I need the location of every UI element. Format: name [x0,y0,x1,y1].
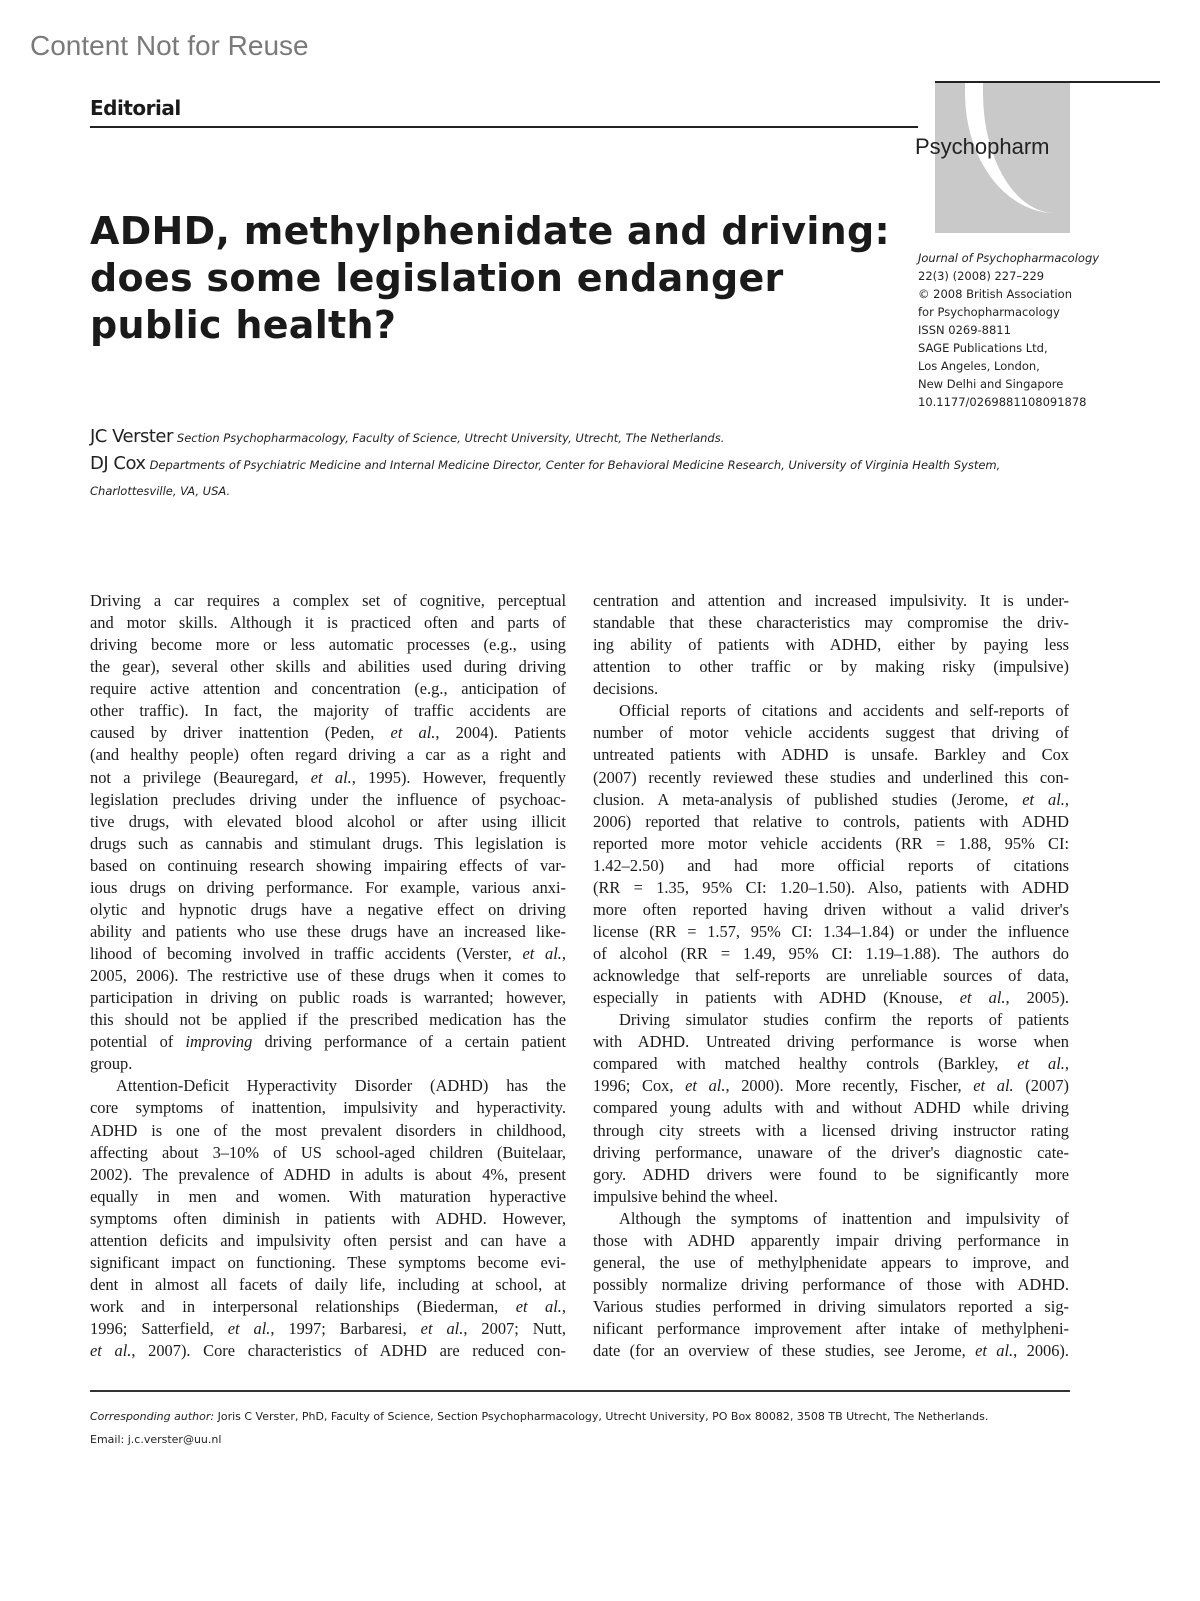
corresponding-text: Joris C Verster, PhD, Faculty of Science, Section Psychopharmacology, Utrecht University, PO Box 80082, 3508 TB Utrecht, The Netherlands. [217,1410,989,1423]
body-line: work and in interpersonal relationships (Biederman, et al., [90,1297,566,1316]
body-line: legislation precludes driving under the influence of psychoac- [90,789,566,809]
body-line: ing ability of patients with ADHD, either by paying less [593,635,1069,655]
body-line: 2006) reported that relative to controls, patients with ADHD [593,811,1069,831]
body-line: possibly normalize driving performance of those with ADHD. [593,1274,1069,1294]
journal-issue: 22(3) (2008) 227–229 [918,269,1045,283]
section-label: Editorial [90,96,181,120]
copyright: © 2008 British Association [918,287,1073,301]
body-line: driving performance, unaware of the driver's diagnostic cate- [593,1142,1069,1162]
body-line: caused by driver inattention (Peden, et al., 2004). Patients [90,723,566,743]
body-line: compared with matched healthy controls (Barkley, et al., [593,1054,1069,1074]
body-line: 1996; Satterfield, et al., 1997; Barbaresi, et al., 2007; Nutt, [90,1319,566,1339]
body-line: participation in driving on public roads is warranted; however, [90,988,566,1008]
body-line: decisions. [593,679,659,699]
body-line: olytic and hypnotic drugs have a negative effect on driving [90,899,566,919]
body-line: nificant performance improvement after intake of methylpheni- [593,1319,1069,1339]
journal-info [918,249,1099,411]
journal-name: Journal of Psychopharmacology [918,251,1100,265]
footnote [90,1405,988,1451]
body-line: Driving simulator studies confirm the reports of patients [619,1010,1069,1030]
body-line: group. [90,1054,133,1074]
body-line: 2002). The prevalence of ADHD in adults is about 4%, present [90,1164,566,1184]
body-line: tive drugs, with elevated blood alcohol or after using illicit [90,811,566,831]
title-line: does some legislation endanger [90,256,784,300]
logo-text: Psychopharm [915,134,1050,159]
body-column-left [90,590,566,1362]
body-line: reported more motor vehicle accidents (RR = 1.88, 95% CI: [593,833,1069,853]
body-line: other traffic). In fact, the majority of traffic accidents are [90,701,566,721]
body-line: drugs such as cannabis and stimulant drugs. This legislation is [90,833,566,853]
author-name: DJ Cox [90,453,146,474]
publisher: SAGE Publications Ltd, [918,341,1048,355]
author-1 [90,426,724,447]
body-line: 2005, 2006). The restrictive use of these drugs when it comes to [90,966,566,986]
body-line: ADHD is one of the most prevalent disorders in childhood, [90,1120,566,1140]
body-line: license (RR = 1.57, 95% CI: 1.34–1.84) or under the influence [593,921,1069,941]
doi: 10.1177/0269881108091878 [918,395,1087,409]
body-line: especially in patients with ADHD (Knouse, et al., 2005). [593,988,1069,1008]
body-line: attention deficits and impulsivity often persist and can have a [90,1230,566,1250]
footer-rule [90,1390,1070,1392]
body-line: the gear), several other skills and abilities used during driving [90,657,566,677]
corresponding-label: Corresponding author: [90,1410,215,1423]
body-line: standable that these characteristics may compromise the driv- [593,613,1069,633]
body-line: et al., 2007). Core characteristics of ADHD are reduced con- [90,1341,566,1361]
body-line: acknowledge that self-reports are unreliable sources of data, [593,966,1069,986]
publisher-cities-2: New Delhi and Singapore [918,377,1064,391]
body-line: compared young adults with and without ADHD while driving [593,1098,1069,1118]
body-line: Official reports of citations and accidents and self-reports of [619,701,1069,721]
body-line: core symptoms of inattention, impulsivity and hyperactivity. [90,1098,566,1118]
body-line: not a privilege (Beauregard, et al., 1995). However, frequently [90,767,566,787]
body-line: dent in almost all facets of daily life, including at school, at [90,1274,566,1294]
body-line: potential of improving driving performance of a certain patient [90,1032,567,1052]
body-line: of alcohol (RR = 1.49, 95% CI: 1.19–1.88). The authors do [593,944,1069,963]
body-line: 1.42–2.50) and had more official reports of citations [593,855,1069,875]
body-line: general, the use of methylphenidate appears to improve, and [593,1252,1069,1272]
body-line: driving become more or less automatic processes (e.g., using [90,635,566,655]
body-line: this should not be applied if the prescribed medication has the [90,1010,566,1030]
body-line: number of motor vehicle accidents suggest that driving of [593,723,1069,743]
body-line: (2007) recently reviewed these studies and underlined this con- [593,767,1069,787]
body-line: require active attention and concentration (e.g., anticipation of [90,679,566,699]
body-line: with ADHD. Untreated driving performance is worse when [593,1032,1069,1052]
body-line: based on continuing research showing impairing effects of var- [90,855,566,875]
title-line: ADHD, methylphenidate and driving: [90,209,890,253]
body-line: attention to other traffic or by making risky (impulsive) [593,657,1069,677]
body-line: date (for an overview of these studies, see Jerome, et al., 2006). [593,1341,1069,1361]
author-2 [90,453,1000,474]
body-line: Various studies performed in driving simulators reported a sig- [593,1297,1069,1316]
body-line: significant impact on functioning. These symptoms become evi- [90,1252,566,1272]
body-column-right [593,590,1069,1362]
body-line: symptoms often diminish in patients with ADHD. However, [90,1208,566,1228]
author-affiliation: Departments of Psychiatric Medicine and Internal Medicine Director, Center for Behavioral Medicine Research, University of Virginia Health System, [149,458,1001,472]
body-line: lihood of becoming involved in traffic accidents (Verster, et al., [90,944,566,963]
author-name: JC Verster [90,426,173,447]
body-line: centration and attention and increased impulsivity. It is under- [593,591,1069,610]
body-line: gory. ADHD drivers were found to be significantly more [593,1164,1069,1184]
body-line: untreated patients with ADHD is unsafe. Barkley and Cox [593,745,1069,765]
body-line: (RR = 1.35, 95% CI: 1.20–1.50). Also, patients with ADHD [593,877,1069,897]
body-line: and motor skills. Although it is practiced often and parts of [90,613,566,633]
body-line: those with ADHD apparently impair driving performance in [593,1230,1069,1250]
body-line: 1996; Cox, et al., 2000). More recently, Fischer, et al. (2007) [593,1076,1070,1096]
body-line: ability and patients who use these drugs have an increased like- [90,921,566,941]
author-affiliation: Section Psychopharmacology, Faculty of Science, Utrecht University, Utrecht, The Netherlands. [176,431,725,445]
body-line: impulsive behind the wheel. [593,1186,778,1206]
author-2-affiliation-cont: Charlottesville, VA, USA. [90,484,231,498]
body-line: Attention-Deficit Hyperactivity Disorder (ADHD) has the [116,1076,566,1096]
body-line: affecting about 3–10% of US school-aged children (Buitelaar, [90,1142,566,1162]
body-line: ious drugs on driving performance. For example, various anxi- [90,877,566,897]
watermark: Content Not for Reuse [30,30,309,61]
body-line: equally in men and women. With maturation hyperactive [90,1186,566,1206]
title-line: public health? [90,303,397,347]
article-title [90,208,890,349]
header-rule [90,126,918,128]
publisher-cities: Los Angeles, London, [918,359,1040,373]
body-line: (and healthy people) often regard driving a car as a right and [90,745,566,765]
email: Email: j.c.verster@uu.nl [90,1433,222,1446]
body-line: through city streets with a licensed driving instructor rating [593,1120,1069,1140]
body-line: clusion. A meta-analysis of published studies (Jerome, et al., [593,789,1069,809]
body-line: Driving a car requires a complex set of cognitive, perceptual [90,591,566,610]
body-line: Although the symptoms of inattention and impulsivity of [619,1208,1069,1228]
body-line: more often reported having driven without a valid driver's [593,899,1069,919]
issn: ISSN 0269-8811 [918,323,1011,337]
copyright-2: for Psychopharmacology [918,305,1060,319]
